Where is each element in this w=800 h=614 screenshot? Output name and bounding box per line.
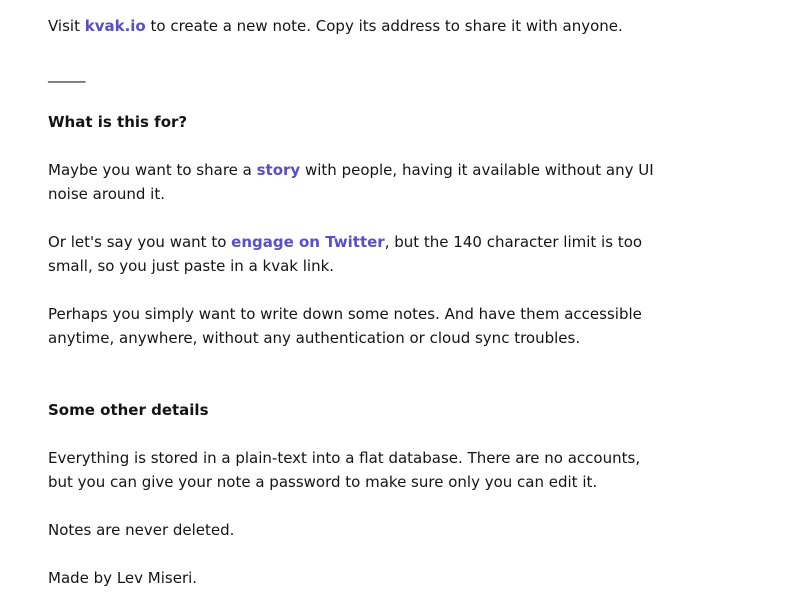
story-link[interactable]: story (256, 161, 301, 179)
story-paragraph (48, 158, 668, 206)
made-by-paragraph: Made by Lev Miseri. (48, 569, 198, 587)
twitter-prefix: Or let's say you want to (48, 233, 232, 251)
kvak-io-link[interactable]: kvak.io (84, 17, 146, 35)
story-suffix: with people, having it available without any UI noise around it. (48, 161, 654, 203)
section-heading-other-details: Some other details (48, 401, 209, 419)
twitter-suffix: , but the 140 character limit is too small, so you just paste in a kvak link. (48, 233, 643, 275)
page-content (48, 14, 668, 614)
intro-paragraph (48, 14, 668, 38)
notes-paragraph: Perhaps you simply want to write down some notes. And have them accessible anytime, anywhere, without any authentication or cloud sync troubles. (48, 305, 642, 347)
storage-paragraph: Everything is stored in a plain-text into a flat database. There are no accounts, but you can give your note a password to make sure only you can edit it. (48, 449, 641, 491)
divider: _____ (48, 65, 86, 83)
section-heading-what-is-this-for: What is this for? (48, 113, 188, 131)
intro-prefix: Visit (48, 17, 85, 35)
twitter-paragraph (48, 230, 668, 278)
engage-on-twitter-link[interactable]: engage on Twitter (231, 233, 385, 251)
story-prefix: Maybe you want to share a (48, 161, 257, 179)
intro-suffix: to create a new note. Copy its address to share it with anyone. (145, 17, 623, 35)
never-deleted-paragraph: Notes are never deleted. (48, 521, 235, 539)
